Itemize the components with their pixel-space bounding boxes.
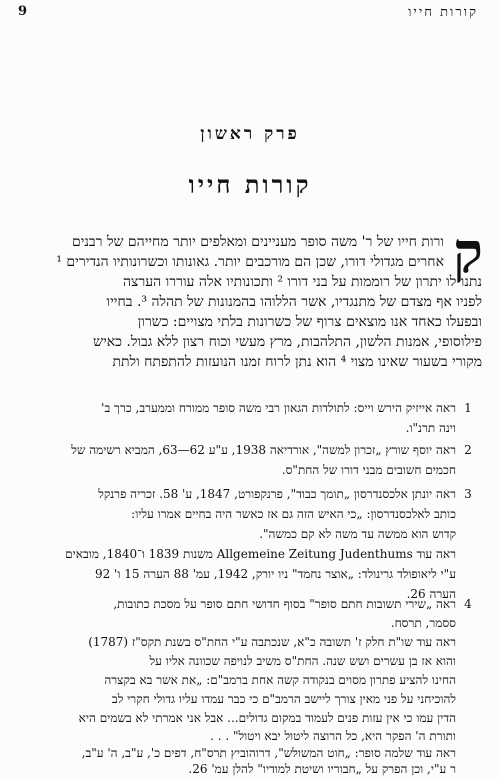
footnote-number: 1	[464, 401, 472, 415]
body-line: מקורי בשעור שאינו מצוי ⁴ הוא נתן לרוח זמנו הנועזות להתפתח ולתת	[112, 354, 482, 370]
body-line: לפניו אף מצדם של מתנגדיו, אשר הללוהו בהמנונות של תהלה ³. בחייו	[106, 294, 482, 310]
body-line: ובפעלו כאחד אנו מוצאים צרוף של כשרונות בלתי מצויים: כשרון	[137, 314, 482, 330]
footnote-number: 3	[464, 487, 472, 501]
footnote-line: להוכיחני על פני מאין צורך ליישב הרמב"ם כי כבר עמדו עליו גדולי חקרי לב	[111, 692, 456, 706]
footnote-line: החינו להציע פתרון מסוים בנקודה קשה אחת ברמב"ם: „את אשר בא בקצרה	[104, 673, 456, 687]
footnote-number: 2	[464, 443, 472, 457]
chapter-title: קורות חייו	[188, 170, 312, 199]
body-line: נתנו לו יתרון של רוממות על בני דורו ² ותכונותיו אלה עוררו הערצה	[122, 274, 482, 290]
page-number: 9	[18, 4, 28, 19]
footnote-line: ראה יונתן אלכסנדרסון „תומך כבוד", פרנקפורט, 1847, ע' 58. זכריה פרנקל	[98, 487, 456, 501]
footnote-line: ראה עוד Allgemeine Zeitung Judenthums משנות 1839 ו־1840, מובאים	[65, 547, 456, 561]
footnote-line: ראה יוסף שורץ „זכרון למשה", אורדיאה 1938, ע"ע 62—63, המביא רשימה של	[71, 443, 456, 457]
footnote-number: 4	[464, 597, 472, 611]
footnote-line: ססמר, תרסח.	[390, 616, 456, 630]
footnote-line: ר ע"י, וכן הפרק על „חבוריו ושיטת למודיו" להלן עמ' 26.	[188, 762, 456, 776]
running-head	[18, 4, 478, 24]
footnote-line: ראה „שירי תשובות חתם סופר" בסוף חדושי חתם סופר על מסכת כתובות,	[113, 597, 456, 611]
footnote-line: ראה עוד שו"ת חלק ז' תשובה כ"א, שנכתבה ע"י החת"ס בשנת תקס"ז (1787)	[88, 635, 456, 649]
footnote-line: והוא אז בן עשרים ושש שנה. החת"ס משיב לנויפה שכוונה אליו על	[149, 654, 456, 668]
footnote-line: הערה 26.	[406, 587, 456, 601]
footnote-line: וינה תרנ"ו.	[405, 421, 456, 435]
footnote-line: חכמים חשובים מבני דורו של החת"ס.	[281, 463, 456, 477]
footnote-line: הדין עמו כי אין עזות פנים לעמוד במקום גדולים... אבל אני אמרתי לא בשמים היא	[78, 711, 456, 725]
footnote-line: ראה אייזיק הירש וייס: לתולדות הגאון רבי משה סופר ממורח וממערב, כרך ב'	[101, 401, 456, 415]
body-line: ורות חייו של ר' משה סופר מעניינים ומאלפים יותר מחייהם של רבנים	[71, 234, 444, 250]
footnote-line: ראה עוד שלמה סופר: „חוט המשולש", דרוהוביץ תרס"ח, דפים כ', ע"ב, ה' ע"ב,	[81, 746, 456, 760]
chapter-label: פרק ראשון	[200, 124, 300, 144]
body-line: פילוסופי, אמנות הלשון, התלהבות, מרץ מעשי וכוח רצון ללא גבול. כאיש	[93, 334, 482, 350]
drop-cap-letter: ק	[453, 220, 483, 286]
footnote-line: קדוש הוא ממשה עד משה לא קם כמשה".	[259, 527, 456, 541]
footnote-line: כותב לאלכסנדרסון: „כי האיש הזה גם אז כאשר היה בחיים אמרו עליו:	[131, 507, 456, 521]
running-title: קורות חייו	[408, 5, 478, 20]
body-line: אחרים מגדולי דורו, שכן הם מורכבים יותר. גאונותו וכשרונותיו הנדירים ¹	[56, 254, 444, 270]
footnote-line: ותורת ה' הפקר היא, כל הרוצה ליטול יבא ויטול" . . .	[210, 729, 456, 743]
footnote-line: ע"י ליאופולד גרינולד: „אוצר נחמד" ניו יורק, 1942, עמ' 88 הערה 15 ו' 92	[94, 567, 456, 581]
